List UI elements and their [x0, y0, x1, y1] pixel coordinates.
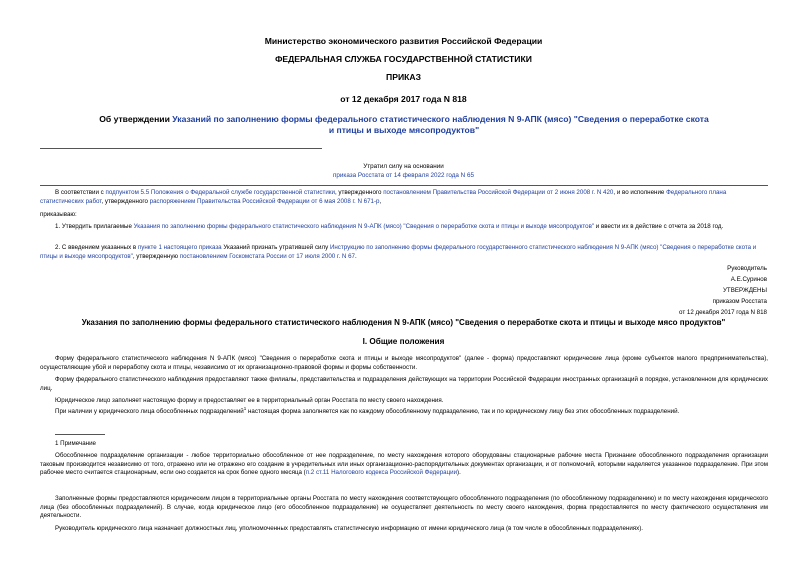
title-prefix: Об утверждении [99, 114, 170, 124]
link-goskomstat-decree[interactable]: постановлением Госкомстата России от 17 июля 2000 г. N 67 [179, 252, 355, 260]
link-tax-code[interactable]: п.2 ст.11 Налогового кодекса Российской Федерации [305, 469, 458, 476]
footnote-text-2: Заполненные формы предоставляются юридическим лицом в территориальные органы Росстата по месту нахождения соответствующего обособленного подразделения (по обособленному подразделению) и по месту нахождения юридического лица (без обособленных подразделений). В случае, когда юридическое лицо (его обособленное подразделение) не осуществляет деятельность по месту своего нахождения, форма предоставляется по месту фактического осуществления им деятельности. [40, 495, 768, 519]
separator-rule-full [40, 185, 768, 186]
title-link[interactable]: Указаний по заполнению формы федерального статистического наблюдения N 9-АПК (мясо) "Сведения о переработке скота и птицы и выходе мясопродуктов" [172, 114, 709, 135]
link-instructions[interactable]: Указания по заполнению формы федерального статистического наблюдения N 9-АПК (мясо) "Сведения о переработке скота и птицы и выходе мясопродуктов" [133, 223, 595, 230]
item-2-paragraph: 2. С введением указанных в пункте 1 настоящего приказа Указаний признать утратившей силу Инструкцию по заполнению формы федерального государственного статистического наблюдения N 9-АПК (мясо) "Сведения о переработке скота и птицы и выходе мясопродуктов", утвержденную постановлением Госкомстата России от 17 июля 2000 г. N 67. [40, 244, 757, 260]
link-old-instruction[interactable]: Инструкцию по заполнению формы федерального государственного статистического наблюдения N 9-АПК (мясо) "Сведения о переработке скота и птицы и выходе мясопродуктов" [40, 244, 757, 260]
document-type: ПРИКАЗ [386, 72, 421, 82]
link-item-1[interactable]: пункте 1 настоящего приказа [137, 244, 222, 251]
link-government-order[interactable]: распоряжением Правительства Российской Федерации от 6 мая 2008 г. N 671-р [149, 197, 380, 205]
status-link[interactable]: приказа Росстата от 14 февраля 2022 года N 65 [333, 172, 474, 179]
footnote-text-3: Руководитель юридического лица назначает должностных лиц, уполномоченных предоставлять статистическую информацию от имени юридического лица (в том числе в обособленных подразделениях). [55, 525, 644, 532]
separator-rule [40, 148, 322, 149]
paragraph-4: При наличии у юридического лица обособленных подразделений$^1$ настоящая форма заполняется как по каждому обособленному подразделению, так и по юридическому лицу без этих обособленных подразделений. [55, 405, 680, 415]
approved-date: от 12 декабря 2017 года N 818 [679, 309, 767, 316]
annex-title: Указания по заполнению формы федерального статистического наблюдения N 9-АПК (мясо) "Сведения о переработке скота и птицы и выходе мясо продуктов" [81, 318, 726, 327]
service-name: ФЕДЕРАЛЬНАЯ СЛУЖБА ГОСУДАРСТВЕННОЙ СТАТИСТИКИ [275, 54, 532, 64]
footnote-ref[interactable]: 1 [243, 405, 247, 411]
paragraph-3: Юридическое лицо заполняет настоящую форму и предоставляет ее в территориальный орган Росстата по месту своего нахождения. [55, 397, 444, 404]
paragraph-2: Форму федерального статистического наблюдения предоставляют также филиалы, представительства и подразделения действующих на территории Российской Федерации иностранных организаций в порядке, установленном для юридических лиц. [40, 376, 768, 392]
paragraph-1: Форму федерального статистического наблюдения N 9-АПК (мясо) "Сведения о переработке скота и птицы и выходе мясопродуктов" (далее - форма) предоставляют юридические лица (кроме субъектов малого предпринимательства), осуществляющие убой и переработку скота и птицы, независимо от их организационно-правовой формы и формы собственности. [40, 355, 768, 371]
preamble-paragraph: В соответствии с подпунктом 5.5 Положения о Федеральной службе государственной статистики, утвержденного постановлением Правительства Российской Федерации от 2 июня 2008 г. N 420, и во исполнение Федерального плана статистических работ, утвержденного распоряжением Правительства Российской Федерации от 6 мая 2008 г. N 671-р, [40, 189, 727, 205]
approved-label: УТВЕРЖДЕНЫ [723, 287, 767, 294]
item-1-paragraph: 1. Утвердить прилагаемые Указания по заполнению формы федерального статистического наблюдения N 9-АПК (мясо) "Сведения о переработке скота и птицы и выходе мясопродуктов" и ввести их в действие с отчета за 2018 год. [55, 223, 724, 230]
signature-role: Руководитель [727, 265, 767, 272]
link-regulation[interactable]: подпунктом 5.5 Положения о Федеральной службе государственной статистики [105, 189, 335, 196]
footnote-text-1: Обособленное подразделение организации - любое территориально обособленное от нее подразделение, по месту нахождения которого оборудованы стационарные рабочие места Признание обособленного подразделения организации таковым производится независимо от того, отражено или не отражено его создание в учредительных или иных организационно-распорядительных документах организации, и от полномочий, которыми наделяется указанное подразделение. При этом рабочее место считается стационарным, если оно создается на срок более одного месяца (п.2 ст.11 Налогового кодекса Российской Федерации). [40, 452, 768, 476]
section-heading: I. Общие положения [362, 337, 445, 346]
document-date: от 12 декабря 2017 года N 818 [340, 94, 467, 104]
footnote-rule [55, 434, 105, 435]
link-government-decree[interactable]: постановлением Правительства Российской Федерации от 2 июня 2008 г. N 420 [383, 189, 614, 196]
document-title [98, 114, 710, 136]
link-federal-plan[interactable]: Федерального плана статистических работ [40, 189, 727, 205]
signature-name: А.Е.Суринов [730, 276, 767, 283]
status-line: Утратил силу на основании [363, 163, 444, 170]
footnote-label: 1 Примечание [55, 440, 96, 447]
orders-word: приказываю: [40, 211, 77, 218]
ministry-name: Министерство экономического развития Российской Федерации [264, 36, 543, 46]
approved-by: приказом Росстата [712, 298, 767, 305]
